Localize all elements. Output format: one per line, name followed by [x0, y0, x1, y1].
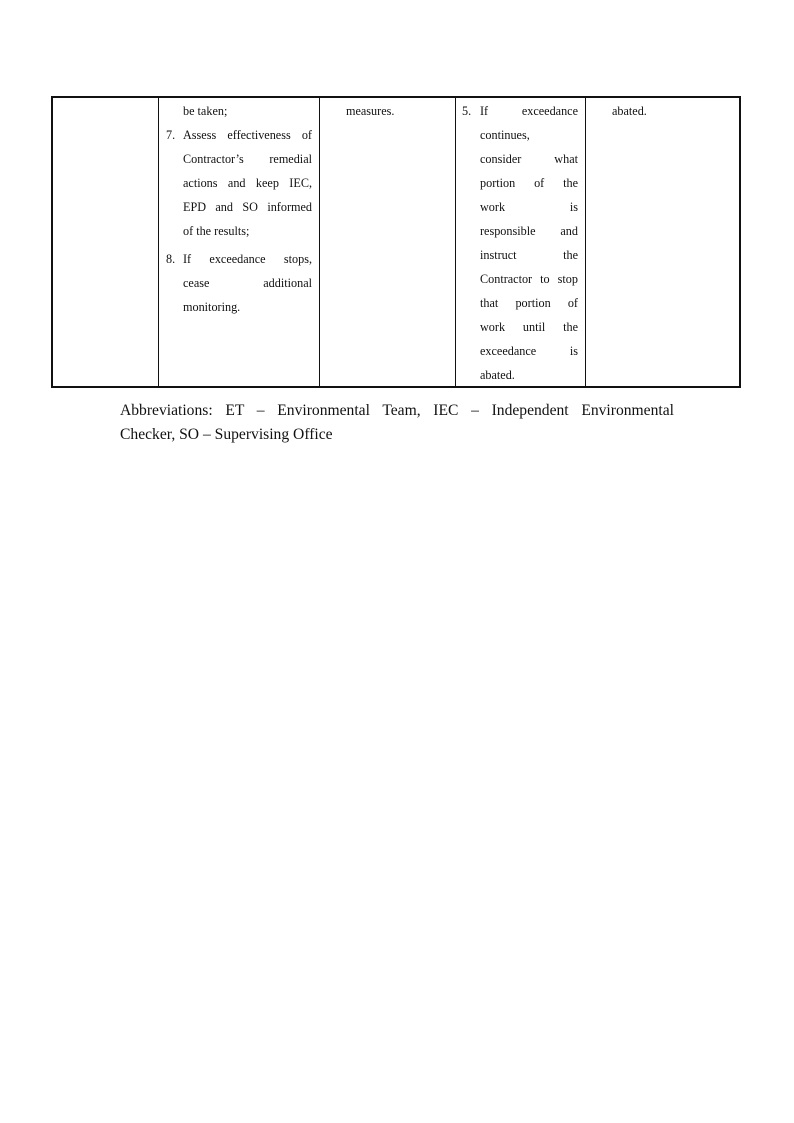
action-plan-table: [51, 96, 741, 388]
item-line: exceedance is: [480, 344, 578, 358]
abbreviations-line: Checker, SO – Supervising Office: [120, 426, 333, 443]
item-line: Contractor to stop: [480, 272, 578, 286]
item-line: portion of the: [480, 176, 578, 190]
abbreviations-note: [120, 399, 674, 447]
table-column-contractor-actions: [585, 98, 741, 386]
item-line: consider what: [480, 152, 578, 166]
cell-text: abated.: [612, 104, 647, 118]
item-line: If exceedance: [480, 104, 578, 118]
item-line: abated.: [480, 368, 515, 382]
item-line: actions and keep IEC,: [183, 176, 312, 190]
list-item: [456, 99, 585, 387]
item-line: of the results;: [183, 224, 250, 238]
so-action-list: [456, 99, 585, 387]
table-column-et-actions: [158, 98, 319, 386]
item-line: work is: [480, 200, 578, 214]
item-number: 7.: [166, 128, 176, 142]
continuation-text: be taken;: [183, 104, 228, 118]
item-number: 8.: [166, 252, 176, 266]
item-number: 5.: [462, 104, 472, 118]
item-line: responsible and: [480, 224, 578, 238]
item-line: continues,: [480, 128, 530, 142]
abbreviations-line: Abbreviations: ET – Environmental Team, IEC – Independent Environmental: [120, 402, 674, 419]
item-line: instruct the: [480, 248, 578, 262]
item-line: Assess effectiveness of: [183, 128, 312, 142]
table-column-iec-actions: [319, 98, 455, 386]
item-line: If exceedance stops,: [183, 252, 312, 266]
item-line: work until the: [480, 320, 578, 334]
table-column-event: [53, 98, 158, 386]
item-line: cease additional: [183, 276, 312, 290]
et-action-list: [159, 123, 319, 319]
item-line: EPD and SO informed: [183, 200, 312, 214]
item-line: that portion of: [480, 296, 578, 310]
item-line: monitoring.: [183, 300, 241, 314]
table-column-so-actions: [455, 98, 585, 386]
cell-text: measures.: [346, 104, 395, 118]
list-item: [159, 247, 319, 319]
list-item: [159, 123, 319, 243]
item-line: Contractor’s remedial: [183, 152, 312, 166]
